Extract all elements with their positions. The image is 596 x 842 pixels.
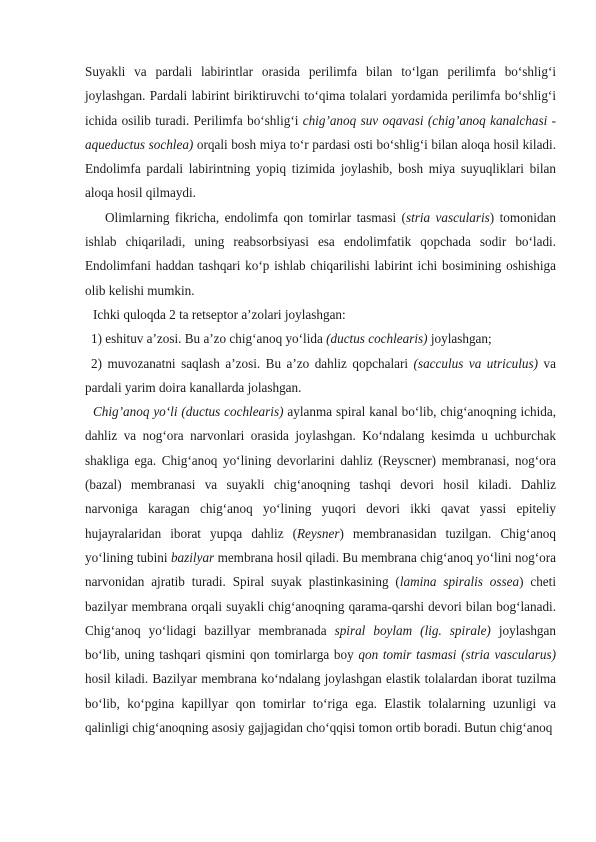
- italic-term: chig’anoq suv oqavasi (chig’anoq kanalchasi - aqueductus sochlea): [85, 112, 556, 152]
- paragraph-perilymph-space: [85, 60, 556, 206]
- text-run: Ichki quloqda 2 ta retseptor a’zolari joylashgan:: [93, 306, 346, 322]
- text-run: Olimlarning fikricha, endolimfa qon tomirlar tasmasi (: [105, 209, 406, 225]
- text-run: ) tomonidan ishlab chiqariladi, uning reabsorbsiyasi esa endolimfatik qopchada sodir bo‘ladi. Endolimfani haddan tashqari ko‘p ishlab chiqarilishi labirint ichi bosimining oshishiga olib kelishi mumkin.: [85, 209, 556, 298]
- text-run: hosil kiladi. Bazilyar membrana ko‘ndalang joylashgan elastik tolalardan iborat tuzilma bo‘lib, ko‘pgina kapillyar qon tomirlar to‘riga ega. Elastik tolalarning uzunligi va qalinligi chig‘anoqning asosiy gajjagidan cho‘qqisi tomon ortib boradi. Butun chig‘anoq: [85, 671, 556, 736]
- text-run: ) membranasidan tuzilgan. Chig‘anoq yo‘lining tubini: [85, 525, 556, 565]
- paragraph-cochlear-duct: [85, 400, 556, 740]
- text-run: orqali bosh miya to‘r pardasi osti bo‘shlig‘i bilan aloqa hosil kiladi. Endolimfa pardali labirintning yopiq tizimida joylashib, bosh miya suyuqliklari bilan aloqa hosil qilmaydi.: [85, 136, 556, 201]
- text-run: va pardali yarim doira kanallarda jolashgan.: [85, 355, 556, 395]
- text-run: joylashgan bo‘lib, uning tashqari qismini qon tomirlarga boy: [85, 622, 556, 663]
- italic-term: lamina spiralis ossea: [399, 574, 520, 590]
- list-item-hearing-organ: [85, 327, 556, 351]
- italic-term: stria vascularis: [405, 209, 490, 225]
- italic-term: Chig’anoq yo‘li (ductus cochlearis): [93, 404, 284, 420]
- document-page: [85, 60, 556, 740]
- paragraph-receptor-organs-intro: [85, 303, 556, 327]
- italic-term: (ductus cochlearis): [326, 331, 428, 347]
- list-item-balance-organ: [85, 352, 556, 401]
- italic-term: qon tomir tasmasi (stria vascularus): [358, 647, 556, 663]
- italic-term: bazilyar: [170, 549, 215, 565]
- text-run: ) cheti bazilyar membrana orqali suyakli chig‘anoqning qarama-qarshi devori bilan bog‘lanadi. Chig‘anoq yo‘lidagi bazillyar membranada: [85, 574, 556, 638]
- italic-term: spiral boylam (lig. spirale): [334, 622, 491, 638]
- text-run: 1) eshituv a’zosi. Bu a’zo chig‘anoq yo‘lida: [91, 331, 327, 347]
- text-run: 2) muvozanatni saqlash a’zosi. Bu a’zo dahliz qopchalari: [91, 355, 414, 371]
- text-run: joylashgan;: [427, 331, 492, 347]
- italic-term: (sacculus va utriculus): [413, 355, 539, 371]
- text-run: Suyakli va pardali labirintlar orasida perilimfa bilan to‘lgan perilimfa bo‘shlig‘i joylashgan. Pardali labirint biriktiruvchi to‘qima tolalari yordamida perilimfa bo‘shlig‘i ichida osilib turadi. Perilimfa bo‘shlig‘i: [85, 64, 556, 128]
- text-run: membrana hosil qiladi. Bu membrana chig‘anoq yo‘lini nog‘ora narvonidan ajratib turadi. Spiral suyak plastinkasining (: [85, 549, 556, 590]
- text-run: aylanma spiral kanal bo‘lib, chig‘anoqning ichida, dahliz va nog‘ora narvonlari orasida joylashgan. Ko‘ndalang kesimda u uchburchak shakliga ega. Chig‘anoq yo‘lining devorlarini dahliz (Reyscner) membranasi, nog‘ora (bazal) membranasi va suyakli chig‘anoqning tashqi devori hosil kiladi. Dahliz narvoniga karagan chig‘anoq yo‘lining yuqori devori ikki qavat yassi epiteliy hujayralaridan iborat yupqa dahliz (: [85, 404, 556, 541]
- italic-term: Reysner: [297, 525, 340, 541]
- paragraph-endolymph-production: [85, 206, 556, 303]
